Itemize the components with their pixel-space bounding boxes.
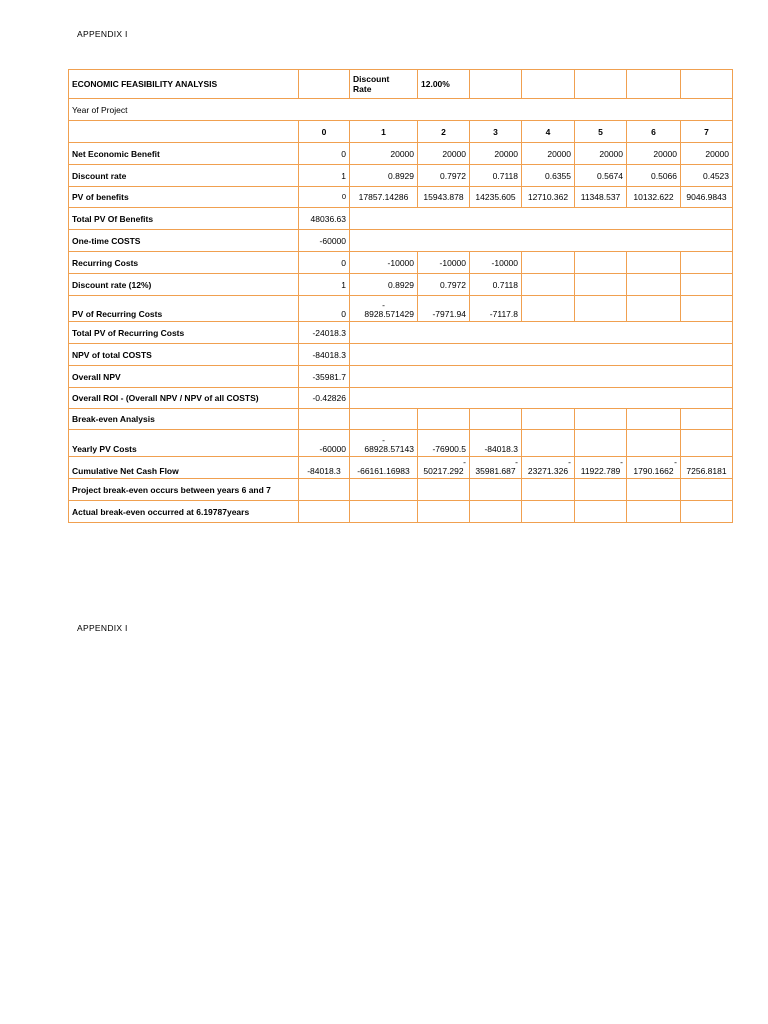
row-label-overall-npv: Overall NPV (69, 366, 299, 388)
table-cell: - 23271.326 (522, 457, 575, 479)
table-row (69, 252, 733, 274)
table-cell: - 35981.687 (470, 457, 522, 479)
negative-sign: - (674, 457, 677, 467)
table-cell: -10000 (470, 252, 522, 274)
table-row (69, 457, 733, 479)
table-cell: -84018.3 (470, 430, 522, 457)
table-cell: 20000 (681, 143, 733, 165)
row-label-overall-roi: Overall ROI - (Overall NPV / NPV of all COSTS) (69, 388, 299, 409)
actual-break-even-text: Actual break-even occurred at 6.19787years (69, 501, 299, 523)
table-cell: 10132.622 (627, 187, 681, 208)
table-cell: -84018.3 (299, 344, 350, 366)
discount-rate-value: 12.00% (418, 70, 470, 99)
table-cell: 0 (299, 187, 350, 208)
table-row (69, 430, 733, 457)
table-row (69, 479, 733, 501)
year-header-row (69, 121, 733, 143)
table-cell: 0.6355 (522, 165, 575, 187)
economic-feasibility-table (68, 69, 733, 523)
table-cell: 20000 (522, 143, 575, 165)
table-row (69, 388, 733, 409)
year-header: 1 (350, 121, 418, 143)
break-even-between-text: Project break-even occurs between years 6 and 7 (69, 479, 299, 501)
table-row (69, 296, 733, 322)
table-cell: - 11922.789 (575, 457, 627, 479)
table-cell: 0.8929 (350, 165, 418, 187)
year-header: 2 (418, 121, 470, 143)
table-cell: -7971.94 (418, 296, 470, 322)
table-cell: -66161.16983 (350, 457, 418, 479)
table-cell: -35981.7 (299, 366, 350, 388)
row-label-discount-rate: Discount rate (69, 165, 299, 187)
table-row (69, 274, 733, 296)
table-cell: - 1790.1662 (627, 457, 681, 479)
table-cell: 7256.8181 (681, 457, 733, 479)
table-cell: -7117.8 (470, 296, 522, 322)
table-cell: 1 (299, 165, 350, 187)
row-label-one-time-costs: One-time COSTS (69, 230, 299, 252)
year-of-project-label: Year of Project (69, 99, 733, 121)
year-header: 5 (575, 121, 627, 143)
negative-sign: - (568, 457, 571, 467)
title-row (69, 70, 733, 99)
negative-sign: - (382, 300, 385, 310)
break-even-title-row (69, 409, 733, 430)
table-cell: 20000 (575, 143, 627, 165)
year-of-project-row (69, 99, 733, 121)
year-header: 3 (470, 121, 522, 143)
negative-sign: - (620, 457, 623, 467)
row-label-yearly-pv-costs: Yearly PV Costs (69, 430, 299, 457)
table-cell: - 8928.571429 (350, 296, 418, 322)
row-label-discount-rate-12: Discount rate (12%) (69, 274, 299, 296)
table-cell: 48036.63 (299, 208, 350, 230)
table-cell: -24018.3 (299, 322, 350, 344)
table-cell: 1 (299, 274, 350, 296)
year-header: 7 (681, 121, 733, 143)
row-label-net-economic-benefit: Net Economic Benefit (69, 143, 299, 165)
table-cell: -0.42826 (299, 388, 350, 409)
table-cell: 20000 (350, 143, 418, 165)
table-row (69, 344, 733, 366)
table-cell: 0.8929 (350, 274, 418, 296)
row-label-recurring-costs: Recurring Costs (69, 252, 299, 274)
table-cell: 11348.537 (575, 187, 627, 208)
table-cell: 0 (299, 143, 350, 165)
table-cell: -10000 (350, 252, 418, 274)
table-row (69, 143, 733, 165)
table-cell: 0.7972 (418, 274, 470, 296)
table-cell: 20000 (418, 143, 470, 165)
table-cell: 20000 (627, 143, 681, 165)
table-title: ECONOMIC FEASIBILITY ANALYSIS (69, 70, 299, 99)
table-cell: 0.7118 (470, 165, 522, 187)
row-label-total-pv-benefits: Total PV Of Benefits (69, 208, 299, 230)
row-label-cumulative-net-cash-flow: Cumulative Net Cash Flow (69, 457, 299, 479)
table-cell: 15943.878 (418, 187, 470, 208)
table-row (69, 501, 733, 523)
table-cell: 17857.14286 (350, 187, 418, 208)
table-cell: 0 (299, 296, 350, 322)
appendix-heading-bottom: APPENDIX I (77, 623, 128, 633)
table-cell: -76900.5 (418, 430, 470, 457)
table-cell: 0.7972 (418, 165, 470, 187)
table-row (69, 208, 733, 230)
table-cell: -60000 (299, 430, 350, 457)
table-row (69, 165, 733, 187)
table-cell: -60000 (299, 230, 350, 252)
table-row (69, 187, 733, 208)
table-cell: 0.4523 (681, 165, 733, 187)
table-cell: 9046.9843 (681, 187, 733, 208)
row-label-npv-total-costs: NPV of total COSTS (69, 344, 299, 366)
negative-sign: - (515, 457, 518, 467)
table-cell: 0.5674 (575, 165, 627, 187)
year-header: 6 (627, 121, 681, 143)
year-header: 0 (299, 121, 350, 143)
table-cell: 0.5066 (627, 165, 681, 187)
discount-rate-label: Discount Rate (350, 70, 418, 99)
table-row (69, 322, 733, 344)
table-cell: -10000 (418, 252, 470, 274)
row-label-pv-recurring-costs: PV of Recurring Costs (69, 296, 299, 322)
year-header: 4 (522, 121, 575, 143)
negative-sign: - (463, 457, 466, 467)
table-cell: 0 (299, 252, 350, 274)
table-cell: 12710.362 (522, 187, 575, 208)
table-row (69, 230, 733, 252)
table-cell: 20000 (470, 143, 522, 165)
row-label-total-pv-recurring: Total PV of Recurring Costs (69, 322, 299, 344)
table-row (69, 366, 733, 388)
table-cell: - 68928.57143 (350, 430, 418, 457)
table-cell: -84018.3 (299, 457, 350, 479)
table-cell: - 50217.292 (418, 457, 470, 479)
break-even-title: Break-even Analysis (69, 409, 299, 430)
appendix-heading-top: APPENDIX I (77, 29, 128, 39)
row-label-pv-of-benefits: PV of benefits (69, 187, 299, 208)
table-cell: 14235.605 (470, 187, 522, 208)
negative-sign: - (382, 435, 385, 445)
table-cell: 0.7118 (470, 274, 522, 296)
